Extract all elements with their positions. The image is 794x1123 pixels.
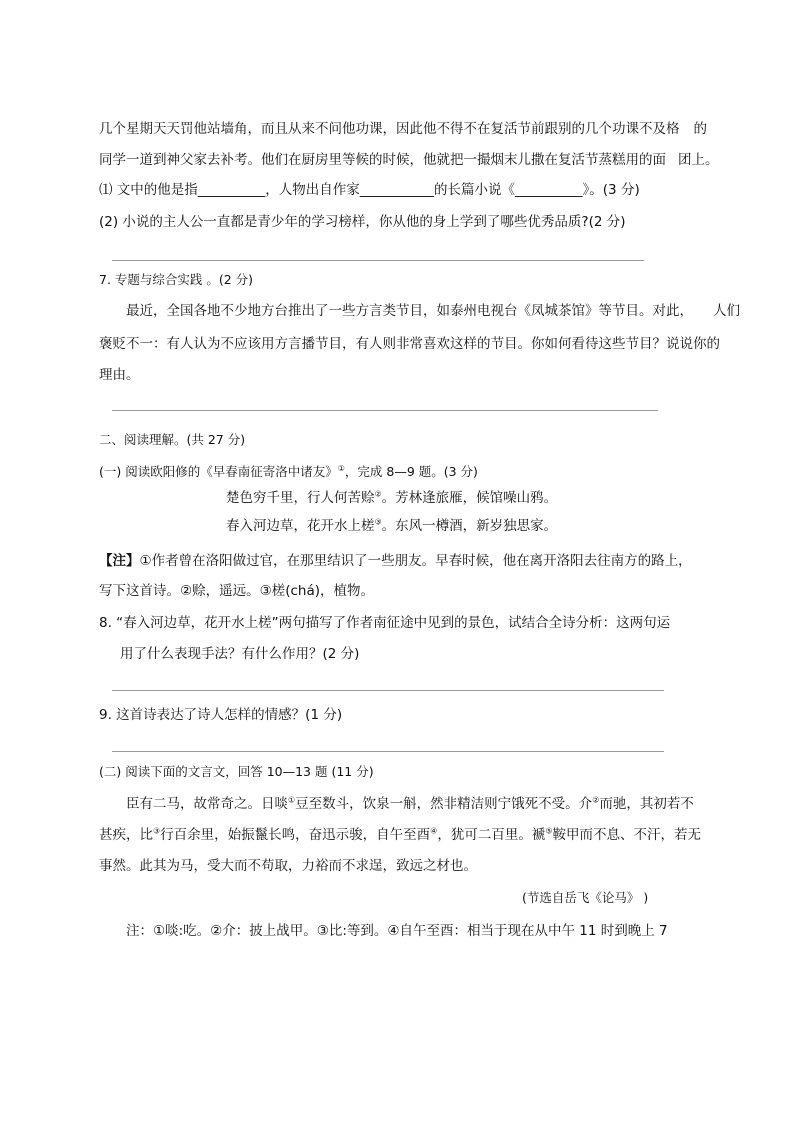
question-6-1: ⑴ 文中的他是指__________，人物出自作家___________的长篇小说《__________》。(3 分) xyxy=(99,182,640,198)
classical-text: ，犹可二百里。褫 xyxy=(437,827,546,843)
footnote-mark: ④ xyxy=(430,826,438,836)
note-text: ①作者曾在洛阳做过官，在那里结识了一些朋友。早春时候，他在离开洛阳去往南方的路上， xyxy=(139,553,692,569)
classical-text: 甚疾，比 xyxy=(99,827,153,843)
question-7-text: 理由。 xyxy=(99,367,140,383)
footnote-mark: ① xyxy=(288,795,296,805)
passage-text: 的 xyxy=(693,121,707,137)
question-7-text: 褒贬不一：有人认为不应该用方言播节目，有人则非常喜欢这样的节目。你如何看待这些节目？说说你的 xyxy=(99,336,720,352)
poem-text: 春入河边草，花开水上槎 xyxy=(226,518,375,534)
question-6-2: (2) 小说的主人公一直都是青少年的学习榜样，你从他的身上学到了哪些优秀品质?(2 分) xyxy=(99,214,626,230)
note-label: 【注】 xyxy=(99,553,140,569)
passage-line xyxy=(99,151,719,169)
poem-line xyxy=(226,517,557,535)
poem-note xyxy=(99,552,692,570)
question-8: 8. “春入河边草，花开水上槎”两句描写了作者南征途中见到的景色，试结合全诗分析：这两句运 xyxy=(99,615,671,631)
classical-text-line xyxy=(126,795,694,813)
passage-line xyxy=(99,120,707,138)
question-text: 最近，全国各地不少地方台推出了一些方言类节目，如泰州电视台《凤城茶馆》等节目。对此， xyxy=(126,303,693,319)
section-title: 二、阅读理解。(共 27 分) xyxy=(99,432,246,447)
footnote-mark: ⑤ xyxy=(545,826,553,836)
footnote-mark: ③ xyxy=(374,517,382,527)
part-1-title-text: ，完成 8—9 题。(3 分) xyxy=(344,464,478,479)
passage-text: 团上。 xyxy=(678,152,719,168)
classical-text: 行百余里，始振鬣长鸣，奋迅示骏，自午至酉 xyxy=(160,827,431,843)
footnote-mark: ② xyxy=(374,489,382,499)
footnote-mark: ② xyxy=(592,795,600,805)
passage-text: 同学一道到神父家去补考。他们在厨房里等候的时候，他就把一撮烟末儿撒在复活节蒸糕用的面 xyxy=(99,152,666,168)
part-2-title: (二) 阅读下面的文言文，回答 10—13 题 (11 分) xyxy=(99,764,374,779)
classical-text-line: 事然。此其为马，受大而不苟取，力裕而不求逞，致远之材也。 xyxy=(99,858,477,874)
classical-text: 而驰，其初若不 xyxy=(599,796,694,812)
classical-notes: 注：①啖:吃。②介：披上战甲。③比:等到。④自午至酉：相当于现在从中午 11 时到晚上 7 xyxy=(126,923,668,939)
part-1-title xyxy=(99,463,478,481)
answer-line xyxy=(112,690,664,691)
poem-text: 。东风一樽酒，新岁独思家。 xyxy=(381,518,558,534)
classical-text: 臣有二马，故常奇之。日啖 xyxy=(126,796,288,812)
poem-text: 楚色穷千里，行人何苦赊 xyxy=(226,490,375,506)
classical-text: 鞍甲而不息、不汗，若无 xyxy=(552,827,702,843)
footnote-mark: ③ xyxy=(153,826,161,836)
poem-text: 。芳林逢旅雁，候馆噪山鸦。 xyxy=(381,490,558,506)
question-text: 人们 xyxy=(713,303,740,319)
poem-note: 写下这首诗。②赊，遥远。③槎(chá)，植物。 xyxy=(99,583,374,599)
classical-text: 豆至数斗，饮泉一斛，然非精洁则宁饿死不受。介 xyxy=(295,796,593,812)
part-1-title-text: (一) 阅读欧阳修的《早春南征寄洛中诸友》 xyxy=(99,464,338,479)
poem-line xyxy=(226,489,557,507)
footnote-mark: ① xyxy=(337,463,345,473)
question-9: 9. 这首诗表达了诗人怎样的情感？(1 分) xyxy=(99,707,343,723)
question-7-text xyxy=(126,302,740,320)
answer-line xyxy=(112,410,658,411)
source-citation: (节选自岳飞《论马》 ) xyxy=(522,890,649,905)
classical-text-line xyxy=(99,826,701,844)
answer-line xyxy=(112,751,664,752)
passage-text: 几个星期天天罚他站墙角，而且从来不问他功课，因此他不得不在复活节前跟别的几个功课不及格 xyxy=(99,121,680,137)
question-7-title: 7. 专题与综合实践 。(2 分) xyxy=(99,272,254,287)
answer-line xyxy=(112,260,644,261)
question-8: 用了什么表现手法？有什么作用？(2 分) xyxy=(120,646,360,662)
